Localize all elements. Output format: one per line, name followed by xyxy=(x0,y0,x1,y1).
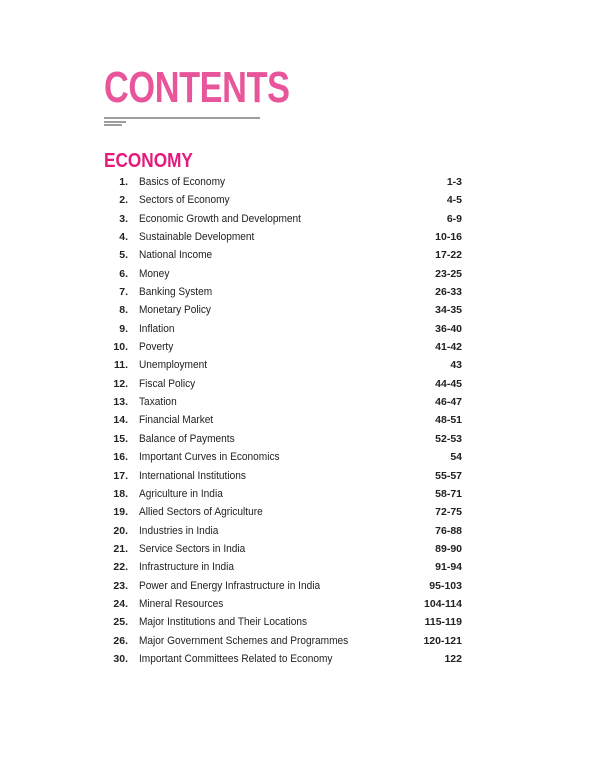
chapter-title: Economic Growth and Development xyxy=(139,212,302,225)
toc-entry[interactable] xyxy=(104,632,462,650)
page-range: 104-114 xyxy=(424,597,462,610)
chapter-title: National Income xyxy=(139,249,213,262)
page-range: 44-45 xyxy=(435,377,462,390)
page-range: 55-57 xyxy=(435,469,462,482)
chapter-title: Industries in India xyxy=(139,524,219,537)
chapter-title: Inflation xyxy=(139,322,175,335)
toc-entry[interactable] xyxy=(104,485,462,503)
chapter-number: 14. xyxy=(113,414,128,427)
section-heading: ECONOMY xyxy=(104,150,193,172)
chapter-title: Basics of Economy xyxy=(139,176,226,188)
page-range: 4-5 xyxy=(446,194,462,207)
page-range: 26-33 xyxy=(435,286,462,299)
chapter-number: 5. xyxy=(119,249,128,262)
page-range: 54 xyxy=(450,451,462,464)
chapter-number: 13. xyxy=(113,396,128,409)
toc-entry[interactable] xyxy=(104,503,462,521)
toc-entry[interactable] xyxy=(104,393,462,411)
chapter-number: 26. xyxy=(113,634,128,647)
toc-entry[interactable] xyxy=(104,320,462,338)
toc-entry[interactable] xyxy=(104,540,462,558)
toc-entry[interactable] xyxy=(104,228,462,246)
page-range: 46-47 xyxy=(435,396,462,409)
page-range: 52-53 xyxy=(435,432,462,445)
page-range: 72-75 xyxy=(435,506,462,519)
chapter-title: Monetary Policy xyxy=(139,304,212,317)
page-range: 41-42 xyxy=(435,341,462,354)
chapter-title: Allied Sectors of Agriculture xyxy=(139,506,263,519)
chapter-number: 17. xyxy=(113,469,128,482)
toc-entry[interactable] xyxy=(104,411,462,429)
toc-entry[interactable] xyxy=(104,595,462,613)
chapter-title: Money xyxy=(139,267,170,280)
chapter-title: Important Curves in Economics xyxy=(139,451,280,464)
chapter-title: Agriculture in India xyxy=(139,487,223,500)
toc-entry[interactable] xyxy=(104,356,462,374)
chapter-title: Service Sectors in India xyxy=(139,542,246,555)
chapter-title: Major Government Schemes and Programmes xyxy=(139,634,349,647)
chapter-title: Sustainable Development xyxy=(139,231,255,244)
page-range: 91-94 xyxy=(435,561,462,574)
toc-entry[interactable] xyxy=(104,283,462,301)
page-range: 34-35 xyxy=(435,304,462,317)
toc-entry[interactable] xyxy=(104,577,462,595)
chapter-title: Poverty xyxy=(139,341,174,354)
toc-entry[interactable] xyxy=(104,375,462,393)
chapter-title: Major Institutions and Their Locations xyxy=(139,616,308,629)
page-range: 10-16 xyxy=(435,231,462,244)
chapter-number: 2. xyxy=(119,194,128,207)
toc-entry[interactable] xyxy=(104,173,462,191)
chapter-number: 19. xyxy=(113,506,128,519)
chapter-title: Banking System xyxy=(139,286,213,299)
chapter-number: 22. xyxy=(113,561,128,574)
toc-entry[interactable] xyxy=(104,191,462,209)
toc-entry[interactable] xyxy=(104,558,462,576)
chapter-number: 7. xyxy=(119,286,128,299)
chapter-number: 24. xyxy=(113,597,128,610)
chapter-number: 3. xyxy=(119,212,128,225)
chapter-number: 11. xyxy=(113,359,128,372)
page-range: 58-71 xyxy=(435,487,462,500)
page-range: 43 xyxy=(450,359,462,372)
chapter-title: Sectors of Economy xyxy=(139,194,230,207)
page-range: 48-51 xyxy=(435,414,462,427)
chapter-title: Mineral Resources xyxy=(139,597,224,610)
chapter-title: Financial Market xyxy=(139,414,214,427)
page-title: CONTENTS xyxy=(104,63,290,112)
toc-entry[interactable] xyxy=(104,522,462,540)
title-decoration-line xyxy=(104,124,122,126)
chapter-title: Balance of Payments xyxy=(139,432,235,445)
page-range: 36-40 xyxy=(435,322,462,335)
page-range: 23-25 xyxy=(435,267,462,280)
page-range: 120-121 xyxy=(423,634,462,647)
chapter-number: 9. xyxy=(119,322,128,335)
title-underline xyxy=(104,117,260,119)
toc-entry[interactable] xyxy=(104,650,462,668)
chapter-title: Infrastructure in India xyxy=(139,561,235,574)
page-range: 1-3 xyxy=(446,176,462,188)
page-range: 89-90 xyxy=(435,542,462,555)
page-range: 95-103 xyxy=(429,579,462,592)
chapter-title: International Institutions xyxy=(139,469,246,482)
chapter-title: Power and Energy Infrastructure in India xyxy=(139,579,321,592)
chapter-number: 20. xyxy=(113,524,128,537)
page-range: 17-22 xyxy=(435,249,462,262)
chapter-number: 12. xyxy=(113,377,128,390)
toc-entry[interactable] xyxy=(104,467,462,485)
title-decoration-line xyxy=(104,121,126,123)
toc-entry[interactable] xyxy=(104,246,462,264)
chapter-title: Important Committees Related to Economy xyxy=(139,652,333,665)
chapter-number: 18. xyxy=(113,487,128,500)
page-range: 6-9 xyxy=(446,212,462,225)
page-range: 122 xyxy=(444,652,462,665)
chapter-number: 23. xyxy=(113,579,128,592)
toc-list xyxy=(104,173,462,668)
toc-entry[interactable] xyxy=(104,210,462,228)
toc-entry[interactable] xyxy=(104,430,462,448)
toc-entry[interactable] xyxy=(104,338,462,356)
chapter-number: 8. xyxy=(119,304,128,317)
chapter-title: Unemployment xyxy=(139,359,208,372)
chapter-number: 30. xyxy=(113,652,128,665)
toc-entry[interactable] xyxy=(104,301,462,319)
page-range: 76-88 xyxy=(435,524,462,537)
chapter-number: 16. xyxy=(113,451,128,464)
chapter-number: 21. xyxy=(113,542,128,555)
toc-entry[interactable] xyxy=(104,448,462,466)
chapter-title: Taxation xyxy=(139,396,177,409)
chapter-number: 10. xyxy=(113,341,128,354)
chapter-number: 25. xyxy=(113,616,128,629)
chapter-number: 1. xyxy=(119,176,128,188)
chapter-title: Fiscal Policy xyxy=(139,377,196,390)
toc-entry[interactable] xyxy=(104,265,462,283)
chapter-number: 6. xyxy=(119,267,128,280)
toc-entry[interactable] xyxy=(104,613,462,631)
page-range: 115-119 xyxy=(424,616,462,629)
chapter-number: 4. xyxy=(119,231,128,244)
chapter-number: 15. xyxy=(113,432,128,445)
